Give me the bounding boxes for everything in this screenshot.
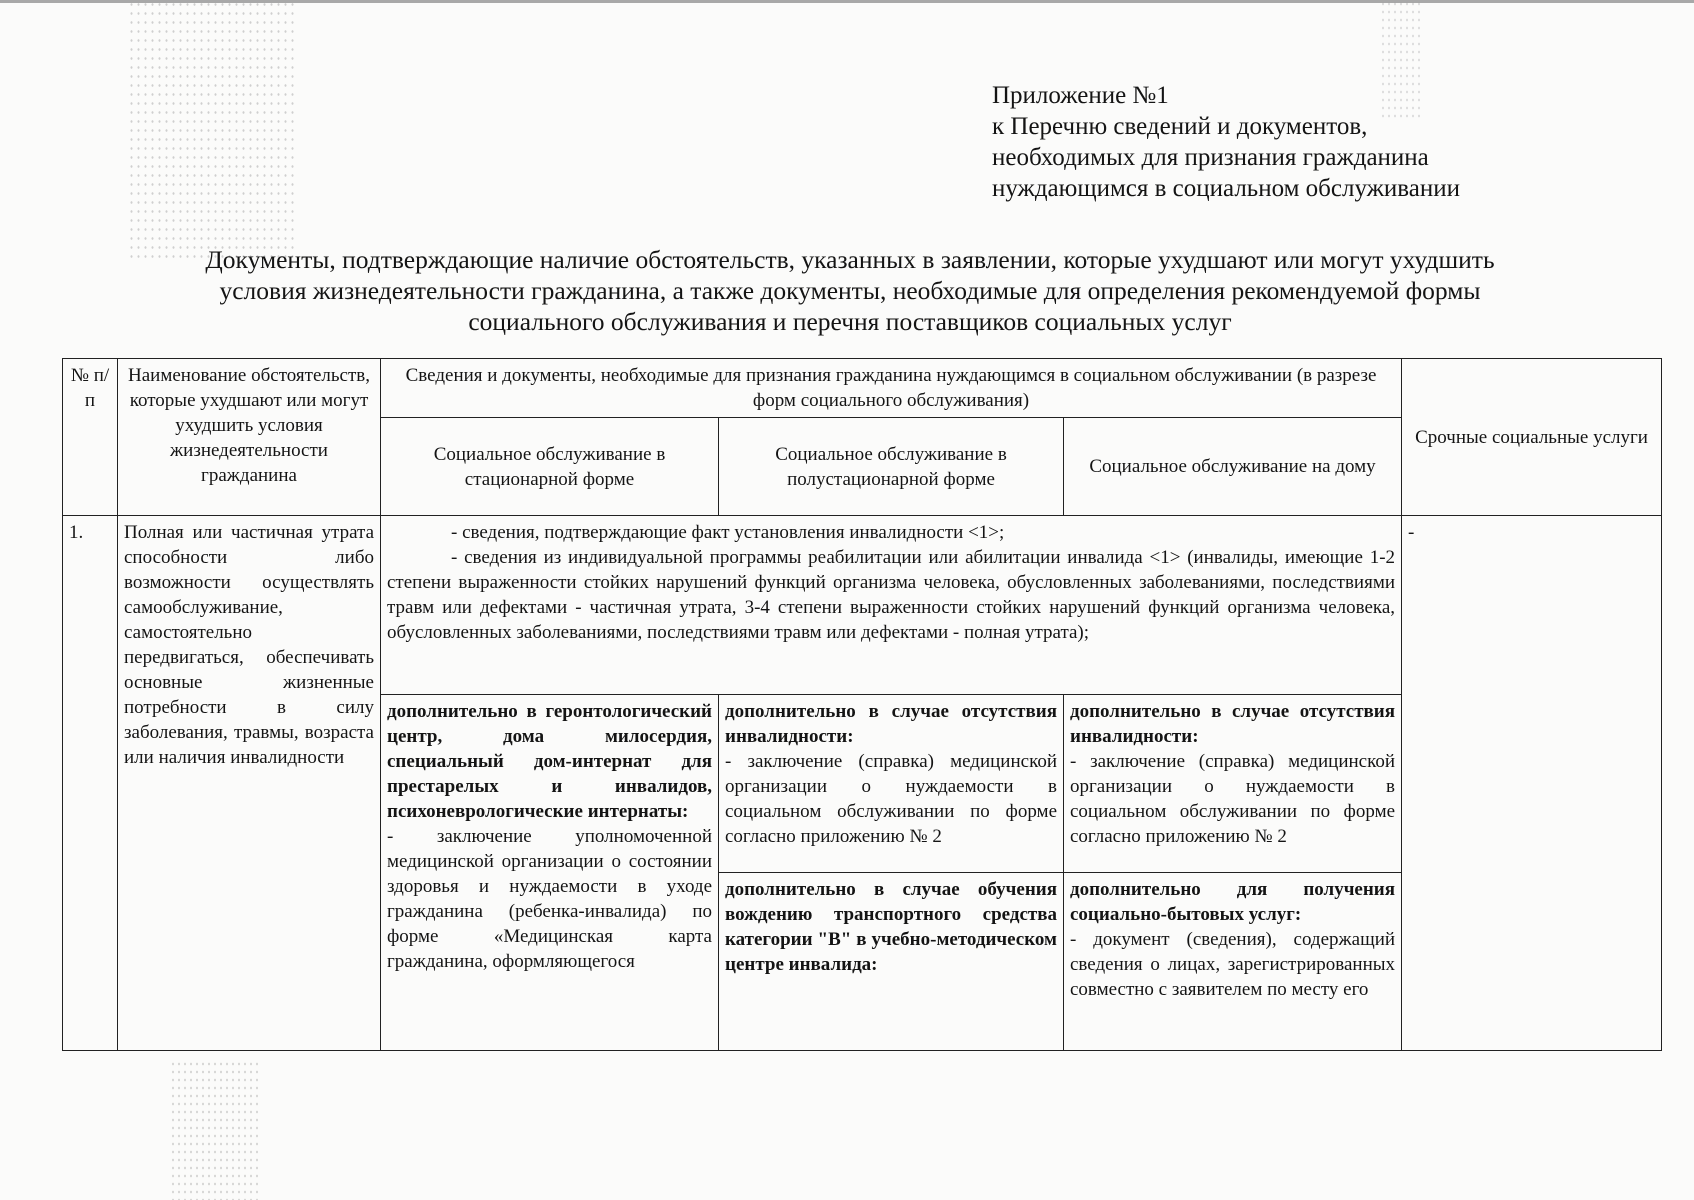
home-text: - документ (сведения), содержащий сведения о лицах, зарегистрированных совместно с заявителем по месту его bbox=[1070, 929, 1396, 1000]
stationary-cell bbox=[381, 695, 719, 1051]
stationary-text: - заключение уполномоченной медицинской организации о состоянии здоровья и нуждаемости в уходе гражданина (ребенка-инвалида) по форме «Медицинская карта гражданина, оформляющегося bbox=[387, 826, 712, 972]
scan-edge bbox=[0, 0, 1694, 3]
urgent-cell: - bbox=[1402, 516, 1662, 1051]
appendix-line: необходимых для признания гражданина bbox=[992, 144, 1429, 171]
semistationary-text: - заключение (справка) медицинской организации о нуждаемости в социальном обслуживании по форме согласно приложению № 2 bbox=[725, 751, 1057, 847]
semistationary-cell bbox=[719, 873, 1064, 1051]
row-number: 1. bbox=[63, 516, 118, 1051]
header-semistationary: Социальное обслуживание в полустационарной форме bbox=[719, 418, 1064, 516]
document-title bbox=[70, 244, 1630, 337]
common-requirements bbox=[381, 516, 1402, 695]
header-home: Социальное обслуживание на дому bbox=[1064, 418, 1402, 516]
row-circumstance: Полная или частичная утрата способности либо возможности осуществлять самообслуживание, самостоятельно передвигаться, обеспечивать основные жизненные потребности в силу заболевания, травмы, возраста или наличия инвалидности bbox=[118, 516, 381, 1051]
home-text: - заключение (справка) медицинской организации о нуждаемости в социальном обслуживании по форме согласно приложению № 2 bbox=[1070, 751, 1396, 847]
scan-noise bbox=[170, 1060, 260, 1200]
home-cell bbox=[1064, 873, 1402, 1051]
title-line: социального обслуживания и перечня поставщиков социальных услуг bbox=[468, 307, 1232, 336]
header-circumstance: Наименование обстоятельств, которые ухудшают или могут ухудшить условия жизнедеятельности гражданина bbox=[118, 359, 381, 516]
title-line: Документы, подтверждающие наличие обстоятельств, указанных в заявлении, которые ухудшают или могут ухудшить bbox=[205, 245, 1495, 274]
semistationary-cell bbox=[719, 695, 1064, 873]
requirement-item: - сведения, подтверждающие факт установления инвалидности <1>; bbox=[451, 522, 1005, 543]
stationary-heading: дополнительно в геронтологический центр, дома милосердия, специальный дом-интернат для престарелых и инвалидов, психоневрологические интернаты: bbox=[387, 701, 712, 822]
documents-table bbox=[62, 358, 1662, 1051]
home-cell bbox=[1064, 695, 1402, 873]
appendix-line: Приложение №1 bbox=[992, 82, 1169, 109]
header-num: № п/п bbox=[63, 359, 118, 516]
title-line: условия жизнедеятельности гражданина, а также документы, необходимые для определения рекомендуемой формы bbox=[219, 276, 1481, 305]
semistationary-heading: дополнительно в случае обучения вождению транспортного средства категории "В" в учебно-методическом центре инвалида: bbox=[725, 879, 1057, 975]
requirement-item: - сведения из индивидуальной программы реабилитации или абилитации инвалида <1> (инвалиды, имеющие 1-2 степени выраженности стойких нарушений функций организма человека, обусловленных заболеваниями, последствиями травм или дефектами - частичная утрата, 3-4 степени выраженности стойких нарушений функций организма человека, обусловленных заболеваниями, последствиями травм или дефектами - полная утрата); bbox=[387, 547, 1396, 643]
header-stationary: Социальное обслуживание в стационарной форме bbox=[381, 418, 719, 516]
header-urgent: Срочные социальные услуги bbox=[1402, 359, 1662, 516]
header-forms-group: Сведения и документы, необходимые для признания гражданина нуждающимся в социальном обслуживании (в разрезе форм социального обслуживания) bbox=[381, 359, 1402, 418]
semistationary-heading: дополнительно в случае отсутствия инвалидности: bbox=[725, 701, 1057, 747]
home-heading: дополнительно в случае отсутствия инвалидности: bbox=[1070, 701, 1396, 747]
appendix-line: нуждающимся в социальном обслуживании bbox=[992, 175, 1461, 202]
home-heading: дополнительно для получения социально-бытовых услуг: bbox=[1070, 879, 1396, 925]
scan-noise bbox=[128, 0, 298, 260]
appendix-line: к Перечню сведений и документов, bbox=[992, 113, 1368, 140]
appendix-note bbox=[992, 80, 1632, 204]
